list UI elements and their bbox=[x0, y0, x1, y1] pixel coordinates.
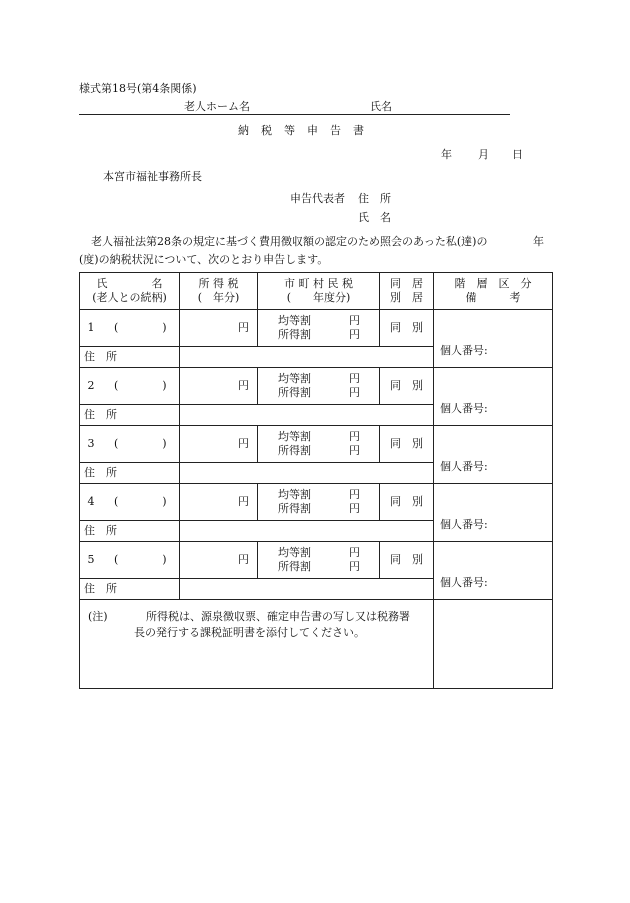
income-rate-label: 所得割 bbox=[278, 560, 311, 573]
municipal-tax-cell[interactable] bbox=[258, 426, 380, 463]
member-name-cell[interactable] bbox=[80, 368, 180, 405]
flat-rate-label: 均等割 bbox=[278, 430, 311, 444]
cohabit-options: 同 別 bbox=[390, 321, 423, 335]
note-row bbox=[80, 600, 553, 689]
note-line-1: 所得税は、源泉徴収票、確定申告書の写し又は税務署 bbox=[146, 610, 410, 623]
income-rate-label: 所得割 bbox=[278, 328, 311, 341]
personal-number-label: 個人番号: bbox=[440, 402, 488, 416]
date-month: 月 bbox=[478, 148, 489, 161]
table-row bbox=[80, 426, 553, 463]
table-row bbox=[80, 368, 553, 405]
personal-number-label: 個人番号: bbox=[440, 518, 488, 532]
cohabit-options: 同 別 bbox=[390, 379, 423, 393]
document-title: 納税等申告書 bbox=[238, 124, 376, 137]
flat-rate-yen: 円 bbox=[349, 314, 360, 328]
address-label-cell bbox=[80, 521, 180, 542]
member-name-cell[interactable] bbox=[80, 484, 180, 521]
address-label: 住 所 bbox=[84, 350, 117, 364]
header-name bbox=[80, 273, 180, 310]
address-label-cell bbox=[80, 579, 180, 600]
income-tax-cell[interactable] bbox=[180, 310, 258, 347]
flat-rate-yen: 円 bbox=[349, 488, 360, 502]
cohabit-cell[interactable] bbox=[380, 484, 434, 521]
body-line-1: 老人福祉法第28条の規定に基づく費用徴収額の認定のため照会のあった私(達)の bbox=[91, 235, 488, 248]
address-label: 住 所 bbox=[84, 582, 117, 596]
income-tax-cell[interactable] bbox=[180, 484, 258, 521]
income-tax-cell[interactable] bbox=[180, 426, 258, 463]
row-number: 2 bbox=[87, 379, 95, 393]
cohabit-cell[interactable] bbox=[380, 368, 434, 405]
representative-label: 申告代表者 bbox=[290, 192, 345, 205]
header-name-sub: (老人との続柄) bbox=[92, 291, 167, 304]
header-class-sub: 備 考 bbox=[465, 291, 521, 304]
header-income-tax bbox=[180, 273, 258, 310]
cohabit-cell[interactable] bbox=[380, 310, 434, 347]
form-number: 様式第18号(第4条関係) bbox=[79, 82, 197, 95]
flat-rate-yen: 円 bbox=[349, 372, 360, 386]
address-label: 住 所 bbox=[84, 408, 117, 422]
income-rate-label: 所得割 bbox=[278, 444, 311, 457]
rep-address-label: 住 所 bbox=[358, 192, 391, 205]
address-label-cell bbox=[80, 463, 180, 484]
table-row bbox=[80, 484, 553, 521]
income-rate-label: 所得割 bbox=[278, 386, 311, 399]
row-number: 1 bbox=[87, 321, 95, 335]
relation-field: ( ) bbox=[114, 321, 167, 335]
municipal-tax-cell[interactable] bbox=[258, 310, 380, 347]
header-name-title: 氏 名 bbox=[96, 277, 163, 291]
class-cell[interactable] bbox=[434, 542, 553, 600]
personal-number-label: 個人番号: bbox=[440, 344, 488, 358]
header-income-tax-sub: ( 年分) bbox=[197, 291, 240, 304]
personal-number-label: 個人番号: bbox=[440, 460, 488, 474]
header-class bbox=[434, 273, 553, 310]
income-rate-label: 所得割 bbox=[278, 502, 311, 515]
yen-unit: 円 bbox=[238, 495, 249, 509]
header-cohabit-sub: 別 居 bbox=[390, 291, 423, 304]
municipal-tax-cell[interactable] bbox=[258, 484, 380, 521]
address-field[interactable] bbox=[180, 521, 434, 542]
header-municipal-tax-title: 市 町 村 民 税 bbox=[284, 277, 353, 291]
table-row bbox=[80, 310, 553, 347]
flat-rate-label: 均等割 bbox=[278, 314, 311, 328]
row-number: 3 bbox=[87, 437, 95, 451]
income-rate-yen: 円 bbox=[349, 560, 360, 573]
flat-rate-label: 均等割 bbox=[278, 488, 311, 502]
personal-number-label: 個人番号: bbox=[440, 576, 488, 590]
table-row bbox=[80, 542, 553, 579]
row-number: 5 bbox=[87, 553, 95, 567]
address-label-cell bbox=[80, 347, 180, 368]
address-label: 住 所 bbox=[84, 466, 117, 480]
address-field[interactable] bbox=[180, 463, 434, 484]
relation-field: ( ) bbox=[114, 495, 167, 509]
yen-unit: 円 bbox=[238, 437, 249, 451]
body-line-1-year: 年 bbox=[533, 235, 544, 248]
header-class-title: 階 層 区 分 bbox=[454, 277, 532, 291]
addressee: 本宮市福祉事務所長 bbox=[103, 170, 202, 183]
yen-unit: 円 bbox=[238, 553, 249, 567]
home-name-label: 老人ホーム名 bbox=[184, 100, 250, 113]
cohabit-cell[interactable] bbox=[380, 426, 434, 463]
class-cell[interactable] bbox=[434, 426, 553, 484]
class-cell[interactable] bbox=[434, 368, 553, 426]
flat-rate-label: 均等割 bbox=[278, 372, 311, 386]
flat-rate-label: 均等割 bbox=[278, 546, 311, 560]
tax-declaration-table bbox=[79, 272, 553, 689]
flat-rate-yen: 円 bbox=[349, 430, 360, 444]
cohabit-options: 同 別 bbox=[390, 437, 423, 451]
table-header-row bbox=[80, 273, 553, 310]
relation-field: ( ) bbox=[114, 437, 167, 451]
header-municipal-tax bbox=[258, 273, 380, 310]
header-cohabit-title: 同 居 bbox=[390, 277, 423, 291]
header-cohabit bbox=[380, 273, 434, 310]
municipal-tax-cell[interactable] bbox=[258, 368, 380, 405]
income-rate-yen: 円 bbox=[349, 444, 360, 457]
member-name-cell[interactable] bbox=[80, 542, 180, 579]
note-cell bbox=[80, 600, 434, 689]
class-cell[interactable] bbox=[434, 310, 553, 368]
class-cell[interactable] bbox=[434, 484, 553, 542]
body-line-2: (度)の納税状況について、次のとおり申告します。 bbox=[79, 253, 329, 266]
member-name-cell[interactable] bbox=[80, 426, 180, 463]
rep-name-label: 氏 名 bbox=[358, 211, 391, 224]
address-field[interactable] bbox=[180, 579, 434, 600]
header-income-tax-title: 所 得 税 bbox=[198, 277, 239, 291]
address-label-cell bbox=[80, 405, 180, 426]
header-municipal-tax-sub: ( 年度分) bbox=[286, 291, 351, 304]
cohabit-options: 同 別 bbox=[390, 553, 423, 567]
cohabit-options: 同 別 bbox=[390, 495, 423, 509]
address-label: 住 所 bbox=[84, 524, 117, 538]
address-field[interactable] bbox=[180, 347, 434, 368]
note-line-2: 長の発行する課税証明書を添付してください。 bbox=[134, 625, 365, 639]
relation-field: ( ) bbox=[114, 553, 167, 567]
income-tax-cell[interactable] bbox=[180, 542, 258, 579]
note-label: (注) bbox=[88, 610, 108, 623]
relation-field: ( ) bbox=[114, 379, 167, 393]
member-name-cell[interactable] bbox=[80, 310, 180, 347]
income-rate-yen: 円 bbox=[349, 502, 360, 515]
yen-unit: 円 bbox=[238, 379, 249, 393]
note-remarks-cell[interactable] bbox=[434, 600, 553, 689]
yen-unit: 円 bbox=[238, 321, 249, 335]
date-day: 日 bbox=[512, 148, 523, 161]
income-rate-yen: 円 bbox=[349, 328, 360, 341]
income-rate-yen: 円 bbox=[349, 386, 360, 399]
resident-name-label: 氏名 bbox=[370, 100, 392, 113]
date-year: 年 bbox=[441, 148, 452, 161]
flat-rate-yen: 円 bbox=[349, 546, 360, 560]
municipal-tax-cell[interactable] bbox=[258, 542, 380, 579]
address-field[interactable] bbox=[180, 405, 434, 426]
header-underline bbox=[79, 114, 510, 115]
income-tax-cell[interactable] bbox=[180, 368, 258, 405]
cohabit-cell[interactable] bbox=[380, 542, 434, 579]
row-number: 4 bbox=[87, 495, 95, 509]
